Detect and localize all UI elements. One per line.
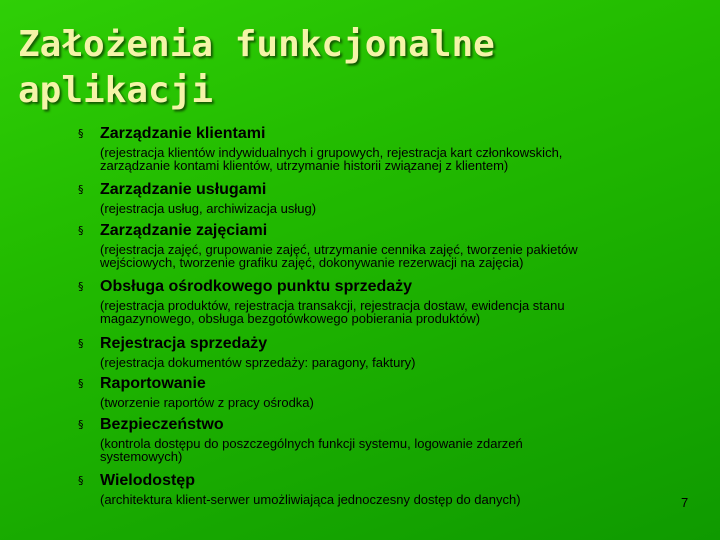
bullet-icon: § (78, 418, 84, 431)
item-description: (rejestracja klientów indywidualnych i grupowych, rejestracja kart członkowskich, zarządzanie kontami klientów, utrzymanie historii związanej z klientem) (100, 145, 563, 173)
item-heading: Zarządzanie usługami (100, 181, 267, 198)
bullet-icon: § (78, 377, 84, 390)
item-heading: Rejestracja sprzedaży (100, 335, 268, 352)
item-description: (architektura klient-serwer umożliwiająca jednoczesny dostęp do danych) (100, 492, 521, 507)
bullet-icon: § (78, 224, 84, 237)
slide-title (18, 22, 638, 114)
bullet-icon: § (78, 337, 84, 350)
bullet-icon: § (78, 183, 84, 196)
bullet-icon: § (78, 474, 84, 487)
item-heading: Bezpieczeństwo (100, 416, 224, 433)
item-heading: Wielodostęp (100, 472, 195, 489)
item-description: (rejestracja produktów, rejestracja transakcji, rejestracja dostaw, ewidencja stanu magazynowego, obsługa bezgotówkowego pobierania produktów) (100, 298, 565, 326)
bullet-icon: § (78, 280, 84, 293)
item-heading: Raportowanie (100, 375, 206, 392)
item-description: (rejestracja dokumentów sprzedaży: paragony, faktury) (100, 355, 416, 370)
item-heading: Obsługa ośrodkowego punktu sprzedaży (100, 278, 413, 295)
slide-title-line-1: Założenia funkcjonalne (18, 24, 495, 65)
slide-title-line-2: aplikacji (18, 70, 214, 111)
item-heading: Zarządzanie zajęciami (100, 222, 268, 239)
bullet-icon: § (78, 127, 84, 140)
item-heading: Zarządzanie klientami (100, 125, 266, 142)
item-description: (tworzenie raportów z pracy ośrodka) (100, 395, 314, 410)
page-number: 7 (681, 495, 689, 510)
item-description: (rejestracja zajęć, grupowanie zajęć, utrzymanie cennika zajęć, tworzenie pakietów wejściowych, tworzenie grafiku zajęć, dokonywanie rezerwacji na zajęcia) (100, 242, 578, 270)
item-description: (kontrola dostępu do poszczególnych funkcji systemu, logowanie zdarzeń systemowych) (100, 436, 523, 464)
item-description: (rejestracja usług, archiwizacja usług) (100, 201, 317, 216)
